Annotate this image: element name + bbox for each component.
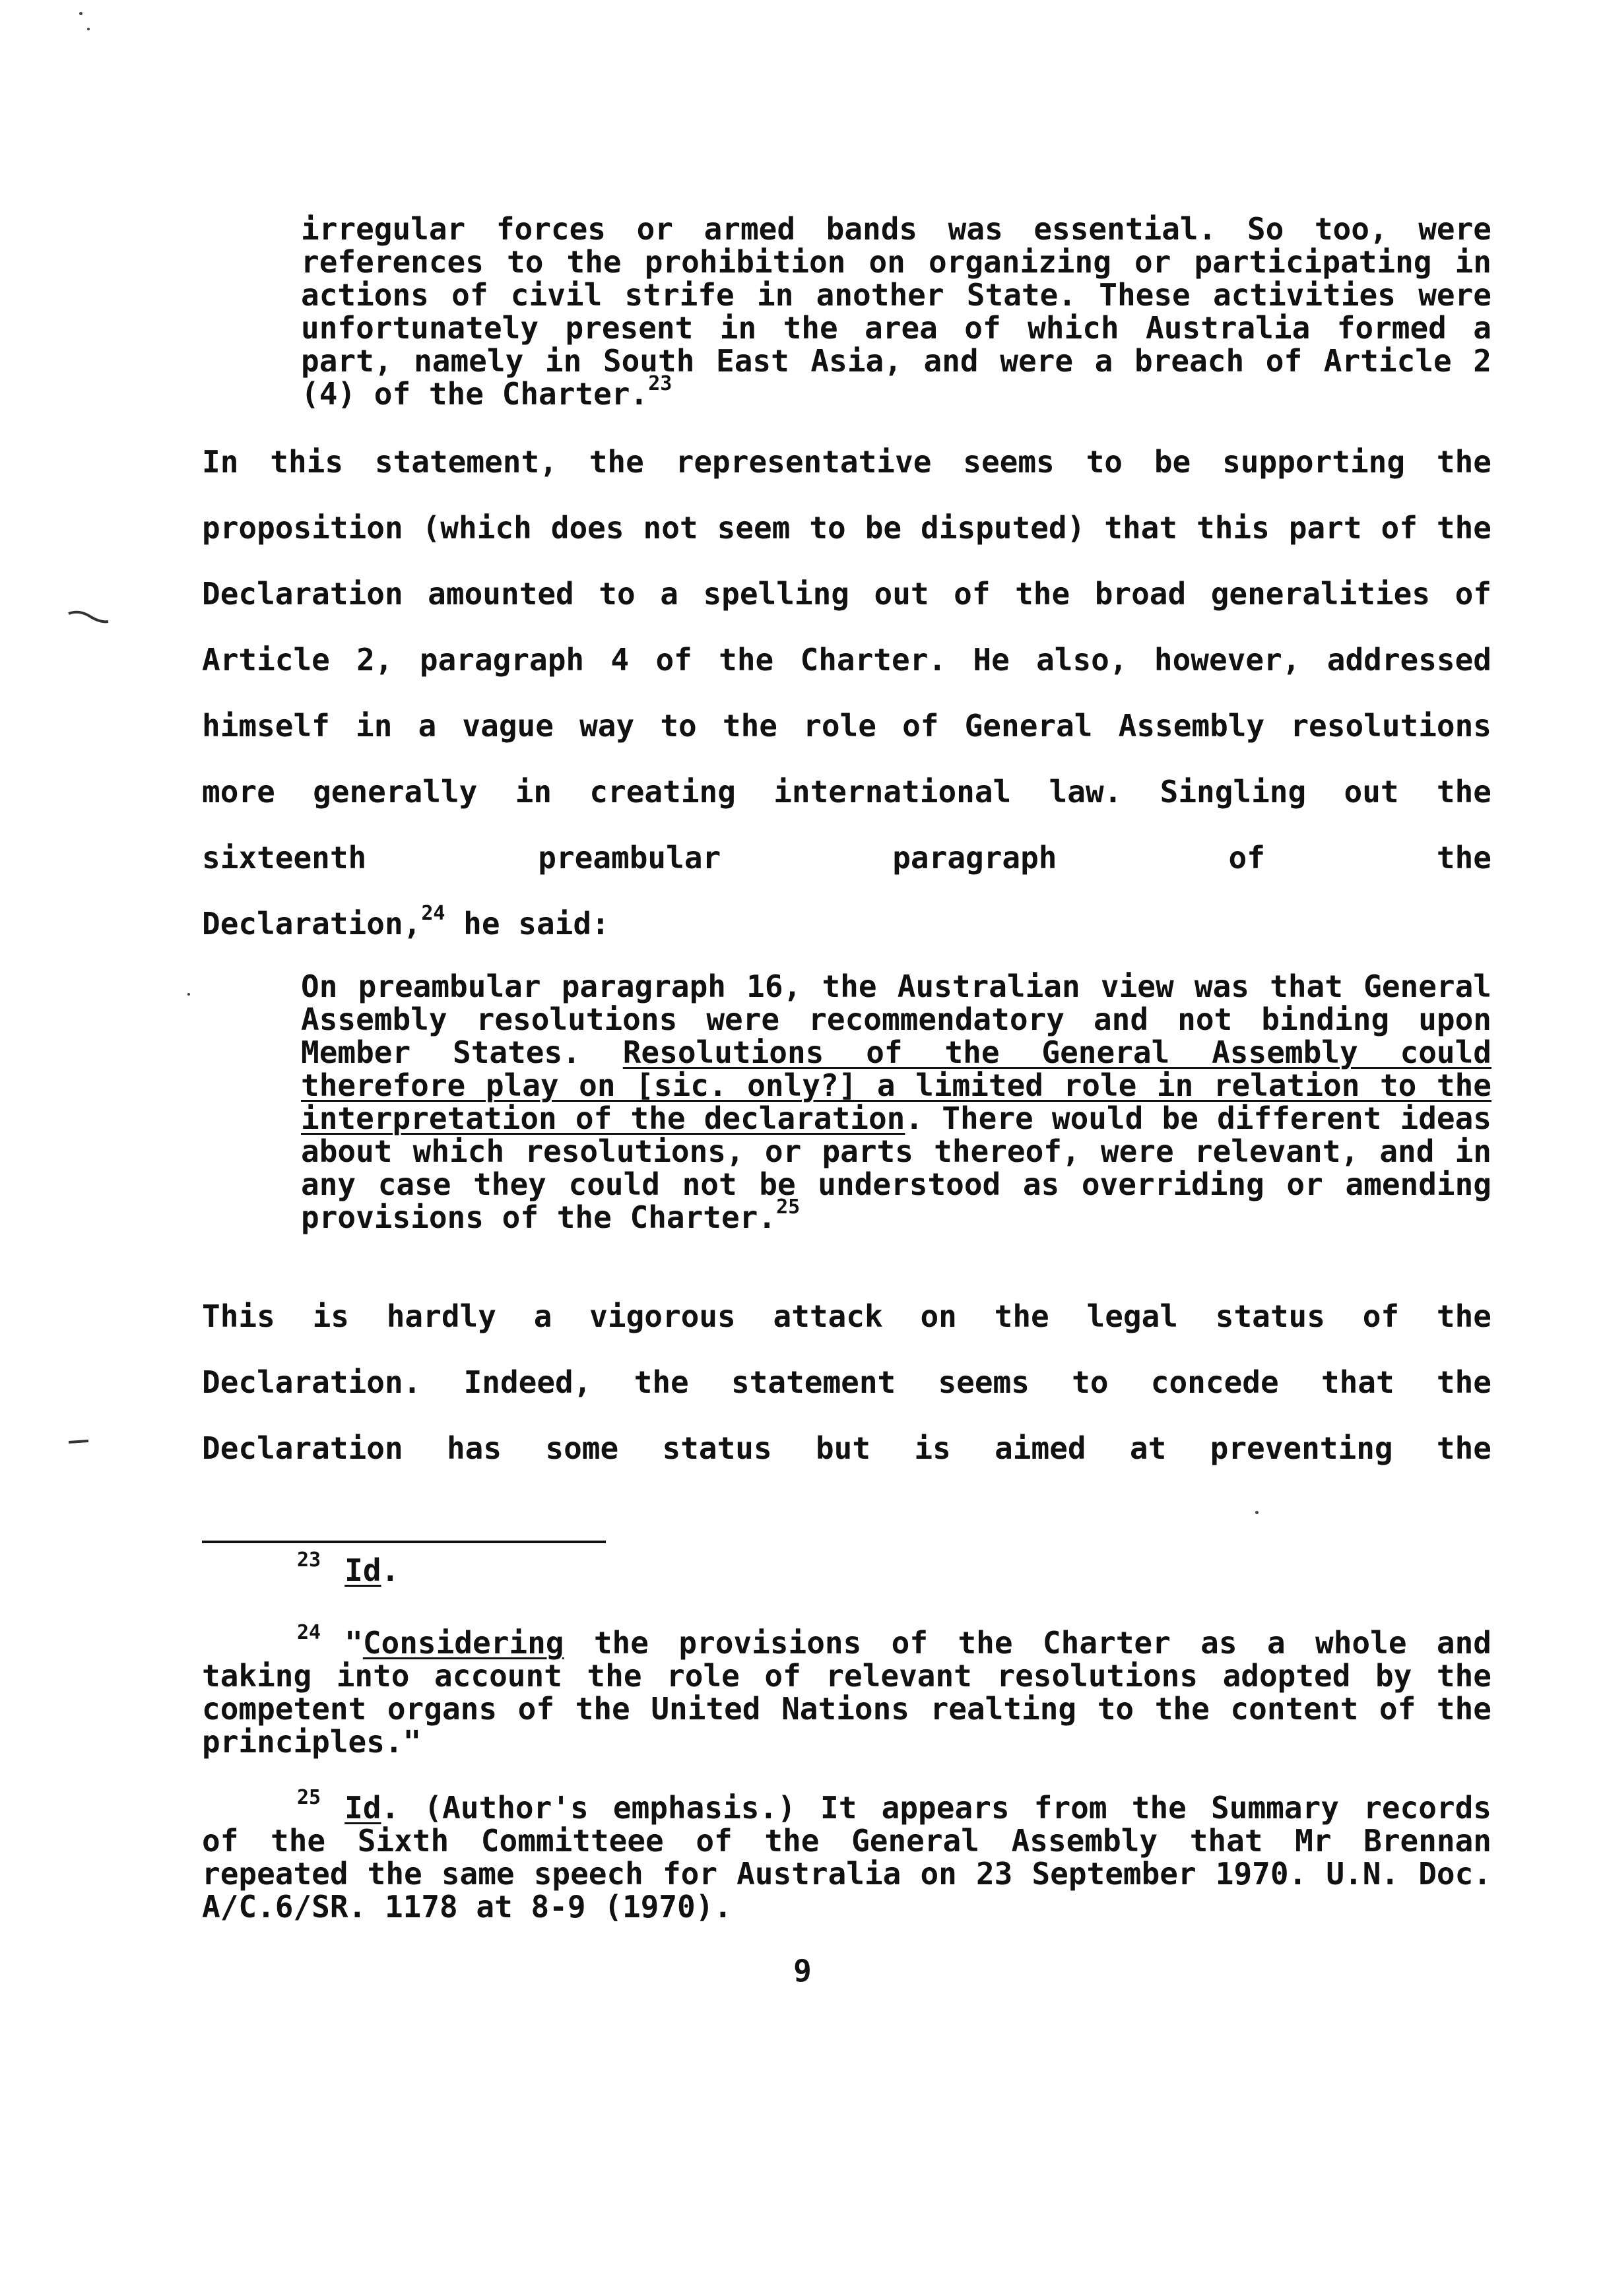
paragraph-1-text-c: he said: <box>445 906 610 941</box>
blockquote-1 <box>301 212 1491 410</box>
footnote-number: 25 <box>297 1786 321 1809</box>
page-number: 9 <box>793 1953 812 1989</box>
scan-speck <box>79 12 82 15</box>
blockquote-2-text-a: On preambular paragraph 16, the Australian view was that General Assembly resolutions were recommendatory and not binding upon Member States. <box>301 969 1491 1070</box>
footnote-23 <box>202 1548 1491 1588</box>
footnote-text: the provisions of the Charter as a whole and taking into account the role of relevant resolutions adopted by the competent organs of the United Nations realting to the content of the principles." <box>202 1625 1491 1760</box>
paragraph-1 <box>202 429 1491 891</box>
footnote-ref-23: 23 <box>648 372 672 395</box>
footnote-number: 24 <box>297 1621 321 1644</box>
blockquote-2-text-b: . There would be different ideas about which resolutions, or parts thereof, were relevant, and in any case they could not be understood as overriding or amending provisions of the Charter. <box>301 1100 1492 1235</box>
footnote-24 <box>202 1621 1491 1760</box>
footnote-ref-25: 25 <box>776 1196 801 1219</box>
footnote-emphasis: Considering <box>362 1625 564 1661</box>
paragraph-1-text: In this statement, the representative seems to be supporting the proposition (which does not seem to be disputed) that this part of the Declaration amounted to a spelling out of the broad generalities of Article 2, paragraph 4 of the Charter. He also, however, addressed himself in a vague way to the role of General Assembly resolutions more generally in creating international law. Singling out the sixteenth preambular paragraph of the <box>202 444 1491 876</box>
footnote-quote-open: " <box>344 1625 363 1661</box>
paragraph-1-text-b: Declaration, <box>202 906 422 941</box>
blockquote-1-text: irregular forces or armed bands was essential. So too, were references to the prohibition on organizing or participating in actions of civil strife in another State. These activities were unfortunately present in the area of which Australia formed a part, namely in South East Asia, and were a breach of Article 2 (4) of the Charter. <box>301 211 1491 412</box>
scan-mark <box>66 607 112 627</box>
blockquote-2-emphasis: Resolutions of the General Assembly could therefore play on [sic. only?] a limited role in relation to the interpretation of the declaration <box>301 1035 1491 1136</box>
scan-speck <box>87 28 90 30</box>
footnote-number: 23 <box>297 1548 321 1572</box>
footnote-text: . <box>381 1552 400 1588</box>
paragraph-1-tail <box>202 891 1491 957</box>
footnote-ref-24: 24 <box>421 902 445 925</box>
paragraph-2-text: This is hardly a vigorous attack on the legal status of the Declaration. Indeed, the statement seems to concede that the Declaration has some status but is aimed at preventing the <box>202 1298 1491 1466</box>
footnote-id: Id <box>344 1552 381 1588</box>
footnote-id: Id <box>344 1790 381 1826</box>
scan-mark <box>66 1438 92 1446</box>
paragraph-2 <box>202 1283 1491 1481</box>
footnote-text: . (Author's emphasis.) It appears from the Summary records of the Sixth Committeee of the General Assembly that Mr Brennan repeated the same speech for Australia on 23 September 1970. U.N. Doc. A/C.6/SR. 1178 at 8-9 (1970). <box>202 1790 1491 1925</box>
scan-speck <box>187 993 190 996</box>
scan-speck <box>1255 1511 1259 1514</box>
blockquote-2 <box>301 970 1491 1234</box>
footnote-divider <box>202 1541 606 1543</box>
footnote-25 <box>202 1786 1491 1925</box>
